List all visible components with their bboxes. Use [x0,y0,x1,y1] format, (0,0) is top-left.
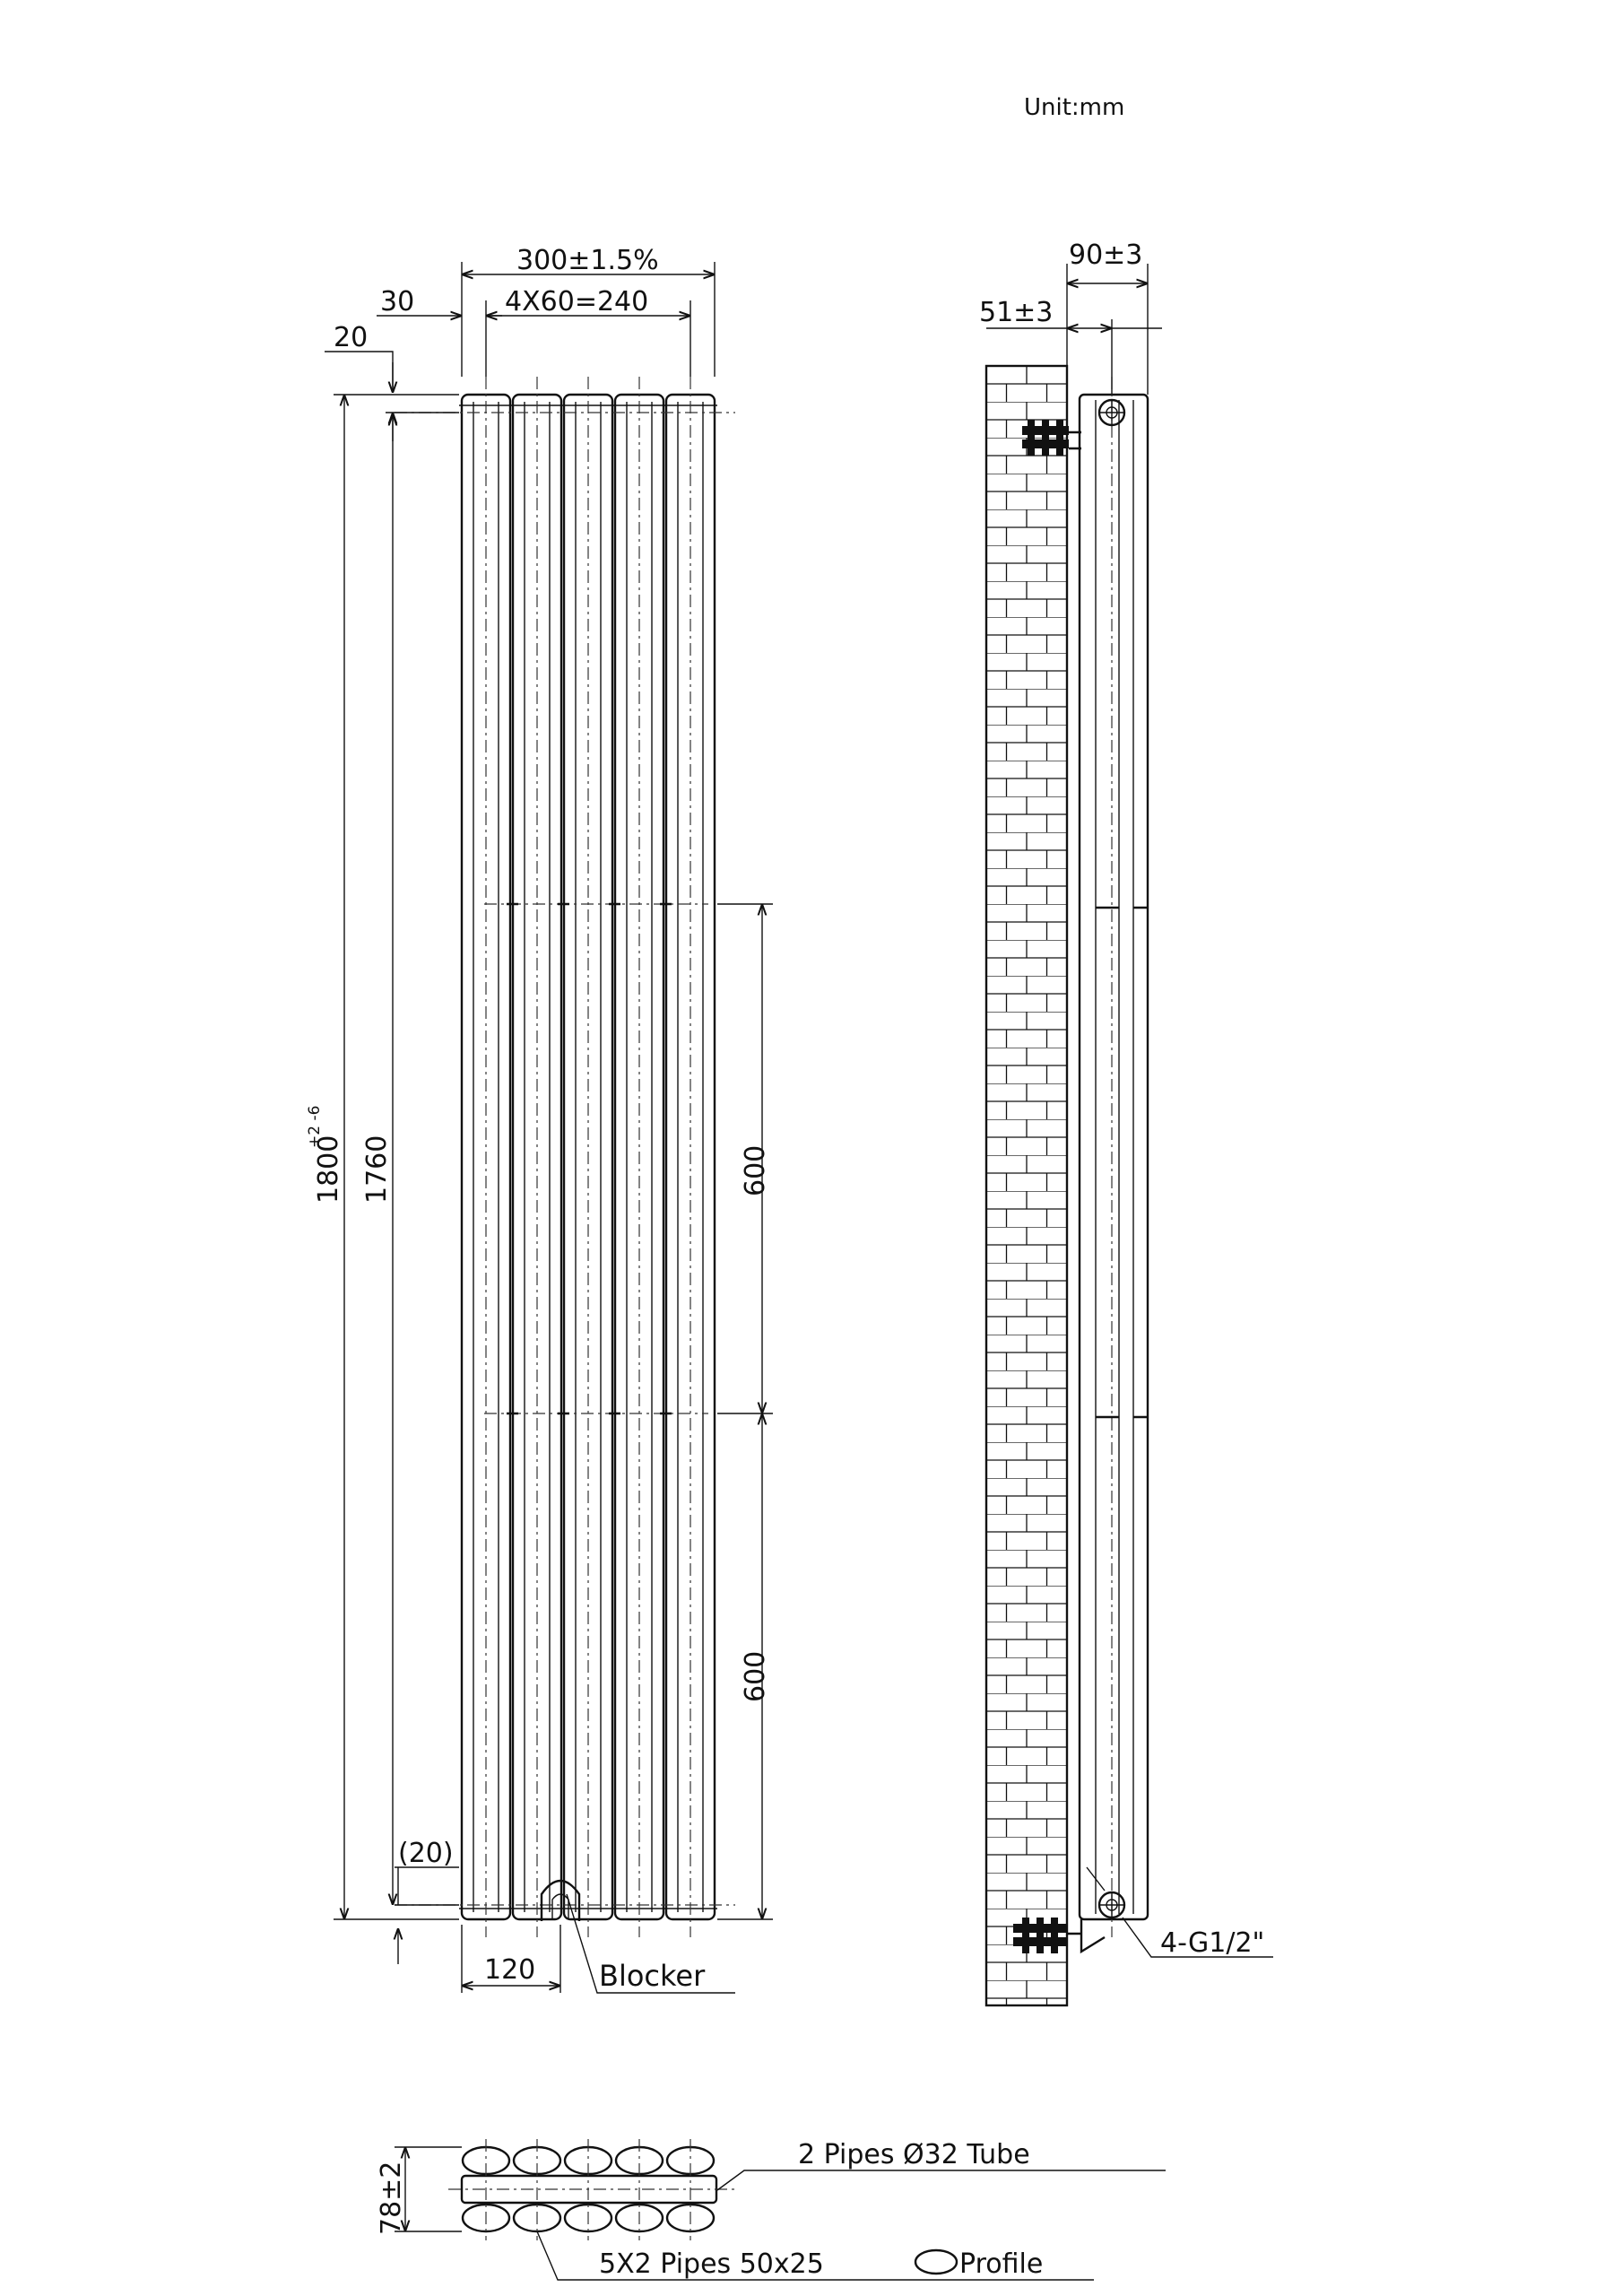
side-view [979,239,1273,2005]
tube-pipes-label: 5X2 Pipes 50x25 [599,2248,824,2280]
blocker-label: Blocker [599,1959,706,1993]
dim-overall-height: 1800 [313,1135,344,1204]
dim-wall-clearance: 51±3 [979,297,1054,328]
dim-plan-depth: 78±2 [376,2161,407,2235]
dim-bottom-offset: (20) [398,1838,454,1869]
plan-view [376,2139,1166,2280]
dim-centre-height: 1760 [361,1135,393,1204]
dim-top-offset: 20 [334,322,369,353]
dim-bracket-lower: 600 [740,1650,771,1702]
dim-left-offset: 30 [380,286,415,317]
bracket-markers [507,904,672,1413]
oval-profile-icon [915,2250,957,2274]
dim-blocker-offset: 120 [484,1954,536,1986]
header-pipes-label: 2 Pipes Ø32 Tube [798,2139,1030,2170]
dim-side-depth: 90±3 [1069,239,1143,271]
dim-bracket-upper: 600 [740,1144,771,1196]
profile-label: Profile [959,2248,1044,2280]
bottom-connection-icon [1099,1892,1124,1918]
dim-overall-width: 300±1.5% [516,245,659,276]
unit-label: Unit:mm [1024,94,1125,121]
dim-tube-pitch: 4X60=240 [505,286,649,317]
radiator-side-profile [1080,377,1148,1937]
dim-overall-height-tol: +2 -6 [306,1105,324,1148]
connections-label: 4-G1/2" [1160,1927,1265,1959]
front-view [306,245,773,1993]
brick-wall [986,366,1067,2005]
top-connection-icon [1099,400,1124,425]
